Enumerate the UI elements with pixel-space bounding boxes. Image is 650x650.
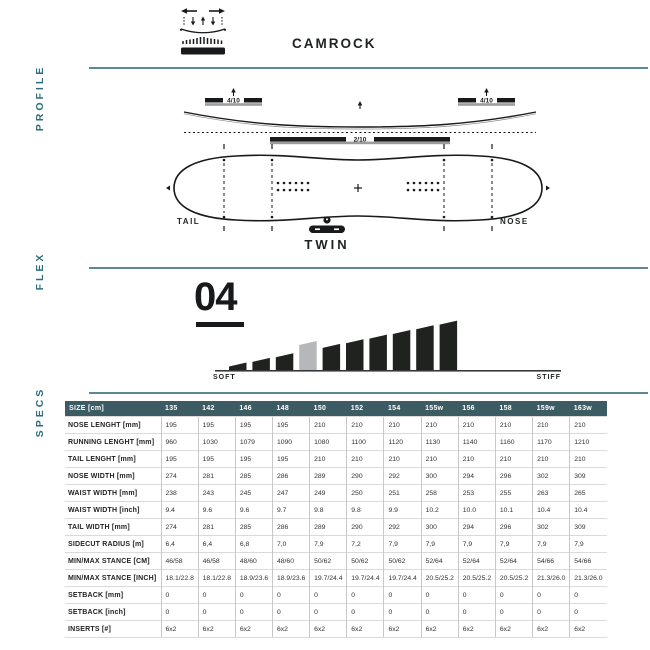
spec-value-cell: 9.6 [198,502,235,519]
flex-bar [393,330,411,370]
spec-value-cell: 19.7/24.4 [384,570,421,587]
spec-value-cell: 1120 [384,434,421,451]
size-header-cell: 159w [533,401,570,417]
spec-row-label: NOSE WIDTH [mm] [65,468,161,485]
specs-table [65,401,607,638]
spec-row-label: WAIST WIDTH [mm] [65,485,161,502]
spec-value-cell: 274 [161,519,198,536]
spec-value-cell: 210 [458,417,495,434]
spec-value-cell: 290 [347,468,384,485]
spec-value-cell: 0 [495,587,532,604]
spec-value-cell: 0 [458,587,495,604]
spec-row [65,621,607,638]
spec-value-cell: 1160 [495,434,532,451]
nose-tip-marker [546,186,550,191]
soft-label: SOFT [213,374,236,381]
spec-row-label: SIDECUT RADIUS [m] [65,536,161,553]
spec-value-cell: 10.4 [533,502,570,519]
spec-value-cell: 0 [533,604,570,621]
rise-left-marker [205,98,262,106]
spec-value-cell: 195 [235,451,272,468]
spec-value-cell: 0 [495,604,532,621]
flex-rating: 04 [194,275,237,319]
flex-bar [440,321,458,370]
spec-value-cell: 0 [384,604,421,621]
spec-value-cell: 7,9 [310,536,347,553]
spec-value-cell: 210 [533,417,570,434]
section-label-specs: SPECS [34,386,46,438]
spec-value-cell: 9.6 [235,502,272,519]
rise-right-marker [458,98,515,106]
spec-value-cell: 52/64 [495,553,532,570]
spec-value-cell: 210 [421,451,458,468]
spec-value-cell: 21.3/26.0 [570,570,607,587]
spec-value-cell: 210 [384,451,421,468]
spec-value-cell: 210 [347,417,384,434]
spec-row [65,417,607,434]
flex-bars [229,321,457,370]
flex-bar [252,358,270,370]
spec-value-cell: 9.7 [272,502,309,519]
spec-value-cell: 6x2 [384,621,421,638]
flex-bar-highlighted [299,341,317,370]
flex-bar [229,363,247,371]
spec-value-cell: 6,4 [161,536,198,553]
spec-value-cell: 6x2 [533,621,570,638]
spec-value-cell: 255 [495,485,532,502]
spec-value-cell: 250 [347,485,384,502]
spec-row [65,485,607,502]
spec-value-cell: 249 [310,485,347,502]
flex-scale-chart [213,320,563,376]
spec-value-cell: 0 [235,604,272,621]
spec-value-cell: 20.5/25.2 [421,570,458,587]
spec-value-cell: 281 [198,519,235,536]
spec-value-cell: 195 [235,417,272,434]
spec-row-label: MIN/MAX STANCE [CM] [65,553,161,570]
spec-value-cell: 18.1/22.8 [161,570,198,587]
spec-value-cell: 210 [570,417,607,434]
spec-value-cell: 1030 [198,434,235,451]
spec-value-cell: 251 [384,485,421,502]
size-header-cell: 148 [272,401,309,417]
spec-value-cell: 292 [384,468,421,485]
spec-value-cell: 243 [198,485,235,502]
spec-value-cell: 10.0 [458,502,495,519]
spec-value-cell: 195 [161,417,198,434]
spec-row [65,587,607,604]
spec-value-cell: 1170 [533,434,570,451]
spec-value-cell: 7,9 [533,536,570,553]
spec-row-label: RUNNING LENGHT [mm] [65,434,161,451]
spec-value-cell: 1090 [272,434,309,451]
spec-row [65,434,607,451]
spec-value-cell: 20.5/25.2 [495,570,532,587]
spec-value-cell: 54/66 [570,553,607,570]
flex-bar [323,344,341,370]
spec-value-cell: 0 [347,604,384,621]
spec-value-cell: 296 [495,468,532,485]
spec-value-cell: 253 [458,485,495,502]
spec-value-cell: 6x2 [235,621,272,638]
spec-value-cell: 274 [161,468,198,485]
spec-value-cell: 1079 [235,434,272,451]
spec-value-cell: 6x2 [310,621,347,638]
rise-arrows [231,88,489,109]
spec-value-cell: 6x2 [161,621,198,638]
spec-value-cell: 48/60 [272,553,309,570]
spec-value-cell: 309 [570,468,607,485]
spec-value-cell: 195 [198,451,235,468]
size-header-cell: 146 [235,401,272,417]
spec-value-cell: 9.8 [347,502,384,519]
size-corner-label: SIZE [cm] [65,401,161,417]
spec-row-label: TAIL LENGHT [mm] [65,451,161,468]
spec-value-cell: 46/58 [161,553,198,570]
spec-value-cell: 9.8 [310,502,347,519]
spec-value-cell: 0 [533,587,570,604]
spec-value-cell: 6x2 [272,621,309,638]
spec-value-cell: 210 [310,417,347,434]
spec-value-cell: 9.9 [384,502,421,519]
spec-value-cell: 6x2 [421,621,458,638]
spec-value-cell: 265 [570,485,607,502]
flex-bar [346,339,364,370]
spec-value-cell: 6x2 [458,621,495,638]
spec-value-cell: 0 [272,604,309,621]
spec-value-cell: 0 [161,587,198,604]
spec-value-cell: 0 [421,587,458,604]
spec-value-cell: 18.9/23.6 [272,570,309,587]
spec-value-cell: 263 [533,485,570,502]
spec-value-cell: 296 [495,519,532,536]
spec-value-cell: 245 [235,485,272,502]
size-header-cell: 152 [347,401,384,417]
spec-value-cell: 289 [310,468,347,485]
spec-value-cell: 6x2 [570,621,607,638]
spec-value-cell: 302 [533,519,570,536]
nose-label: NOSE [500,217,529,226]
spec-value-cell: 0 [384,587,421,604]
spec-value-cell: 7,2 [347,536,384,553]
spec-value-cell: 1100 [347,434,384,451]
spec-value-cell: 1130 [421,434,458,451]
spec-value-cell: 7,9 [570,536,607,553]
flex-bar [416,325,434,370]
spec-value-cell: 285 [235,519,272,536]
size-header-cell: 154 [384,401,421,417]
spec-row-label: NOSE LENGHT [mm] [65,417,161,434]
section-label-profile: PROFILE [34,64,46,132]
spec-value-cell: 210 [570,451,607,468]
spec-row-label: SETBACK [inch] [65,604,161,621]
spec-value-cell: 210 [347,451,384,468]
spec-value-cell: 0 [458,604,495,621]
board-topview-diagram [166,142,550,234]
divider-specs [89,392,648,394]
size-header-cell: 158 [495,401,532,417]
spec-value-cell: 195 [272,451,309,468]
spec-value-cell: 50/62 [347,553,384,570]
spec-value-cell: 0 [161,604,198,621]
spec-value-cell: 302 [533,468,570,485]
tail-tip-marker [166,186,170,191]
spec-value-cell: 195 [161,451,198,468]
spec-row [65,553,607,570]
spec-value-cell: 309 [570,519,607,536]
size-header-row [65,401,607,417]
svg-text:4/10: 4/10 [227,97,240,105]
spec-value-cell: 210 [533,451,570,468]
spec-row-label: MIN/MAX STANCE [INCH] [65,570,161,587]
spec-value-cell: 0 [347,587,384,604]
spec-value-cell: 294 [458,468,495,485]
spec-value-cell: 19.7/24.4 [310,570,347,587]
spec-row-label: SETBACK [mm] [65,587,161,604]
size-header-cell: 142 [198,401,235,417]
spec-value-cell: 195 [198,417,235,434]
size-header-cell: 135 [161,401,198,417]
spec-value-cell: 238 [161,485,198,502]
shape-label: TWIN [304,237,350,252]
spec-value-cell: 0 [198,604,235,621]
spec-value-cell: 6x2 [495,621,532,638]
spec-value-cell: 19.7/24.4 [347,570,384,587]
spec-value-cell: 210 [495,417,532,434]
spec-value-cell: 7,9 [421,536,458,553]
spec-value-cell: 48/60 [235,553,272,570]
spec-row [65,536,607,553]
spec-value-cell: 0 [272,587,309,604]
spec-value-cell: 6x2 [347,621,384,638]
spec-value-cell: 289 [310,519,347,536]
spec-value-cell: 1210 [570,434,607,451]
spec-value-cell: 46/58 [198,553,235,570]
spec-value-cell: 292 [384,519,421,536]
spec-row [65,502,607,519]
spec-value-cell: 1140 [458,434,495,451]
flex-bar [276,353,294,370]
spec-value-cell: 281 [198,468,235,485]
spec-value-cell: 54/66 [533,553,570,570]
spec-value-cell: 258 [421,485,458,502]
spec-value-cell: 18.1/22.8 [198,570,235,587]
spec-value-cell: 286 [272,519,309,536]
spec-row [65,468,607,485]
spec-value-cell: 7,9 [384,536,421,553]
spec-value-cell: 9.4 [161,502,198,519]
divider-profile [89,67,648,69]
spec-row [65,519,607,536]
spec-value-cell: 290 [347,519,384,536]
spec-row [65,604,607,621]
spec-row-label: INSERTS [#] [65,621,161,638]
spec-value-cell: 10.4 [570,502,607,519]
spec-value-cell: 0 [421,604,458,621]
spec-value-cell: 294 [458,519,495,536]
camber-profile-icon [176,6,230,58]
spec-value-cell: 50/62 [310,553,347,570]
spec-value-cell: 210 [384,417,421,434]
spec-value-cell: 10.2 [421,502,458,519]
spec-row [65,451,607,468]
svg-text:2/10: 2/10 [353,136,367,144]
spec-value-cell: 0 [570,604,607,621]
spec-value-cell: 20.5/25.2 [458,570,495,587]
spec-value-cell: 300 [421,468,458,485]
spec-value-cell: 7,0 [272,536,309,553]
spec-value-cell: 210 [421,417,458,434]
spec-value-cell: 960 [161,434,198,451]
spec-value-cell: 0 [570,587,607,604]
spec-value-cell: 195 [272,417,309,434]
spec-value-cell: 247 [272,485,309,502]
spec-value-cell: 18.9/23.6 [235,570,272,587]
spec-value-cell: 285 [235,468,272,485]
spec-value-cell: 50/62 [384,553,421,570]
spec-value-cell: 7,9 [495,536,532,553]
spec-value-cell: 210 [310,451,347,468]
spec-value-cell: 6,8 [235,536,272,553]
profile-name: CAMROCK [292,36,377,51]
stiff-label: STIFF [536,374,561,381]
section-label-flex: FLEX [34,251,46,291]
spec-row-label: TAIL WIDTH [mm] [65,519,161,536]
spec-value-cell: 10.1 [495,502,532,519]
spec-value-cell: 0 [198,587,235,604]
size-header-cell: 156 [458,401,495,417]
size-header-cell: 155w [421,401,458,417]
spec-value-cell: 0 [310,587,347,604]
size-header-cell: 163w [570,401,607,417]
spec-value-cell: 1080 [310,434,347,451]
spec-value-cell: 21.3/26.0 [533,570,570,587]
spec-value-cell: 0 [310,604,347,621]
size-header-cell: 150 [310,401,347,417]
tail-label: TAIL [177,217,201,226]
spec-row-label: WAIST WIDTH [inch] [65,502,161,519]
spec-row [65,570,607,587]
twin-shape-icon [305,215,349,236]
spec-value-cell: 6,4 [198,536,235,553]
flex-bar [369,335,387,370]
spec-value-cell: 286 [272,468,309,485]
spec-value-cell: 7,9 [458,536,495,553]
spec-value-cell: 210 [495,451,532,468]
sideview-profile-diagram [170,86,550,148]
spec-value-cell: 52/64 [421,553,458,570]
svg-text:4/10: 4/10 [480,97,493,105]
divider-flex [89,267,648,269]
spec-value-cell: 6x2 [198,621,235,638]
spec-value-cell: 52/64 [458,553,495,570]
spec-value-cell: 0 [235,587,272,604]
spec-value-cell: 300 [421,519,458,536]
spec-value-cell: 210 [458,451,495,468]
